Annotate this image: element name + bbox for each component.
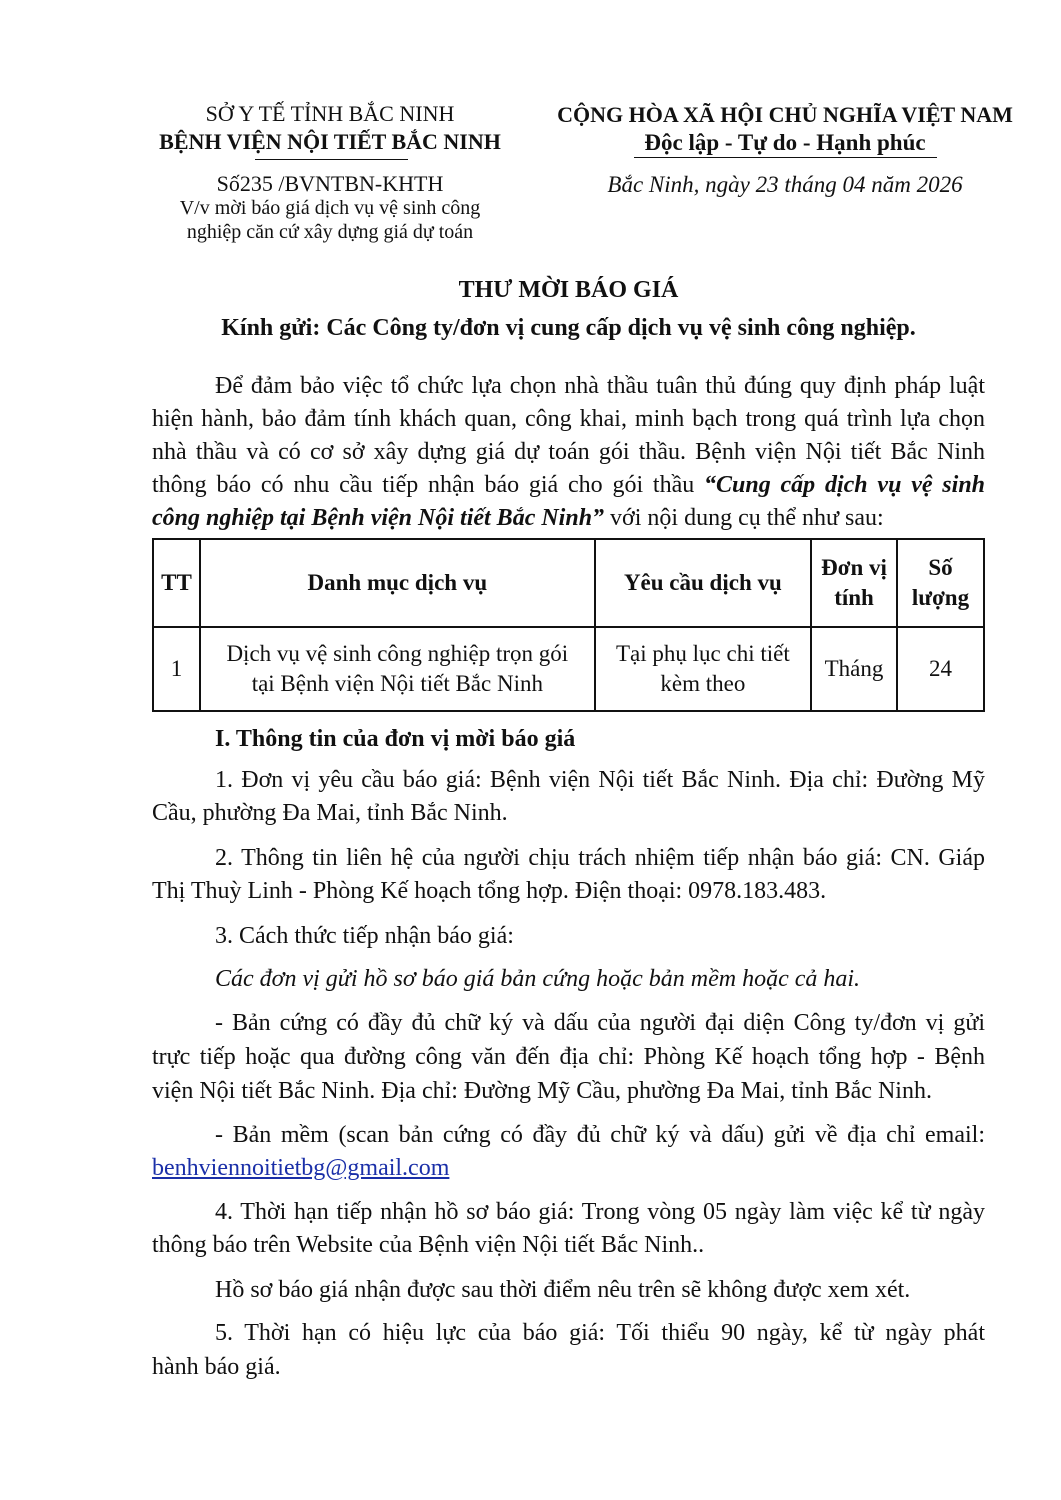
late-submission-note: Hồ sơ báo giá nhận được sau thời điểm nêu trên sẽ không được xem xét. [215, 1277, 911, 1303]
item-5-line-1: 5. Thời hạn có hiệu lực của báo giá: Tối thiểu 90 ngày, kể từ ngày phát [215, 1320, 985, 1346]
cell-requirement-line-1: Tại phụ lục chi tiết [615, 641, 790, 666]
intro-line-3: nhà thầu và có cơ sở xây dựng giá dự toán gói thầu. Bệnh viện Nội tiết Bắc Ninh [152, 439, 985, 465]
motto-underline [634, 157, 937, 158]
subject-line-2: nghiệp căn cứ xây dựng giá dự toán [186, 221, 474, 243]
item-4-line-2: thông báo trên Website của Bệnh viện Nội tiết Bắc Ninh.. [152, 1232, 705, 1258]
item-3-note: Các đơn vị gửi hồ sơ báo giá bản cứng hoặc bản mềm hoặc cả hai. [215, 966, 861, 992]
table-header-row [153, 539, 984, 627]
item-2-line-1: 2. Thông tin liên hệ của người chịu trách nhiệm tiếp nhận báo giá: CN. Giáp [215, 845, 985, 871]
package-name-part-2: công nghiệp tại Bệnh viện Nội tiết Bắc Ninh” [152, 505, 605, 531]
hard-copy-line-1: - Bản cứng có đầy đủ chữ ký và dấu của người đại diện Công ty/đơn vị gửi [215, 1010, 985, 1036]
recipient-line: Kính gửi: Các Công ty/đơn vị cung cấp dịch vụ vệ sinh công nghiệp. [221, 315, 916, 341]
intro-line-5 [152, 503, 985, 533]
document-number: Số235 /BVNTBN-KHTH [216, 171, 444, 196]
cell-service-line-1: Dịch vụ vệ sinh công nghiệp trọn gói [226, 641, 569, 666]
hospital-name: BỆNH VIỆN NỘI TIẾT BẮC NINH [159, 129, 501, 154]
header-quantity [897, 539, 984, 627]
header-unit-text: Đơn vị tính [821, 555, 887, 610]
header-service-requirement: Yêu cầu dịch vụ [595, 539, 811, 627]
subject-line-1: V/v mời báo giá dịch vụ vệ sinh công [179, 197, 481, 219]
soft-copy-line-1: - Bản mềm (scan bản cứng có đầy đủ chữ ký và dấu) gửi về địa chỉ email: [215, 1122, 985, 1148]
intro-line-2: hiện hành, bảo đảm tính khách quan, công khai, minh bạch trong quá trình lựa chọn [152, 406, 985, 432]
quotation-table [152, 538, 985, 712]
item-4-line-1: 4. Thời hạn tiếp nhận hồ sơ báo giá: Trong vòng 05 ngày làm việc kể từ ngày [215, 1199, 985, 1225]
cell-requirement [595, 627, 811, 711]
item-5-line-2: hành báo giá. [152, 1354, 281, 1380]
item-1-line-1: 1. Đơn vị yêu cầu báo giá: Bệnh viện Nội tiết Bắc Ninh. Địa chỉ: Đường Mỹ [215, 767, 985, 793]
national-motto: Độc lập - Tự do - Hạnh phúc [644, 130, 926, 155]
national-title: CỘNG HÒA XÃ HỘI CHỦ NGHĨA VIỆT NAM [557, 102, 1013, 127]
header-unit [811, 539, 897, 627]
header-tt: TT [153, 539, 200, 627]
cell-tt: 1 [153, 627, 200, 711]
cell-quantity: 24 [897, 627, 984, 711]
agency-name: SỞ Y TẾ TỈNH BẮC NINH [205, 101, 455, 126]
intro-line-1: Để đảm bảo việc tổ chức lựa chọn nhà thầu tuân thủ đúng quy định pháp luật [215, 373, 985, 399]
hard-copy-line-2: trực tiếp hoặc qua đường công văn đến địa chỉ: Phòng Kế hoạch tổng hợp - Bệnh [152, 1044, 985, 1070]
item-2-line-2: Thị Thuỳ Linh - Phòng Kế hoạch tổng hợp. Điện thoại: 0978.183.483. [152, 878, 827, 904]
header-quantity-text: Số lượng [911, 555, 970, 610]
item-1-line-2: Cầu, phường Đa Mai, tỉnh Bắc Ninh. [152, 800, 508, 826]
table-row [153, 627, 984, 711]
email-line [152, 1153, 985, 1183]
intro-line-4 [152, 470, 985, 500]
cell-requirement-line-2: kèm theo [660, 671, 746, 696]
cell-unit: Tháng [811, 627, 897, 711]
cell-service-line-2: tại Bệnh viện Nội tiết Bắc Ninh [251, 671, 543, 696]
intro-line-5-text: với nội dung cụ thể như sau: [604, 505, 884, 531]
email-link[interactable]: benhviennoitietbg@gmail.com [152, 1155, 450, 1181]
date-line: Bắc Ninh, ngày 23 tháng 04 năm 2026 [607, 172, 963, 197]
item-3: 3. Cách thức tiếp nhận báo giá: [215, 923, 514, 949]
header-service-list: Danh mục dịch vụ [200, 539, 595, 627]
cell-service [200, 627, 595, 711]
section-1-heading: I. Thông tin của đơn vị mời báo giá [215, 726, 576, 752]
intro-line-4-text: thông báo có nhu cầu tiếp nhận báo giá cho gói thầu [152, 472, 705, 498]
document-title: THƯ MỜI BÁO GIÁ [458, 277, 679, 303]
hard-copy-line-3: viện Nội tiết Bắc Ninh. Địa chỉ: Đường Mỹ Cầu, phường Đa Mai, tỉnh Bắc Ninh. [152, 1078, 932, 1104]
header-divider [255, 159, 408, 160]
package-name-part-1: “Cung cấp dịch vụ vệ sinh [704, 472, 986, 498]
